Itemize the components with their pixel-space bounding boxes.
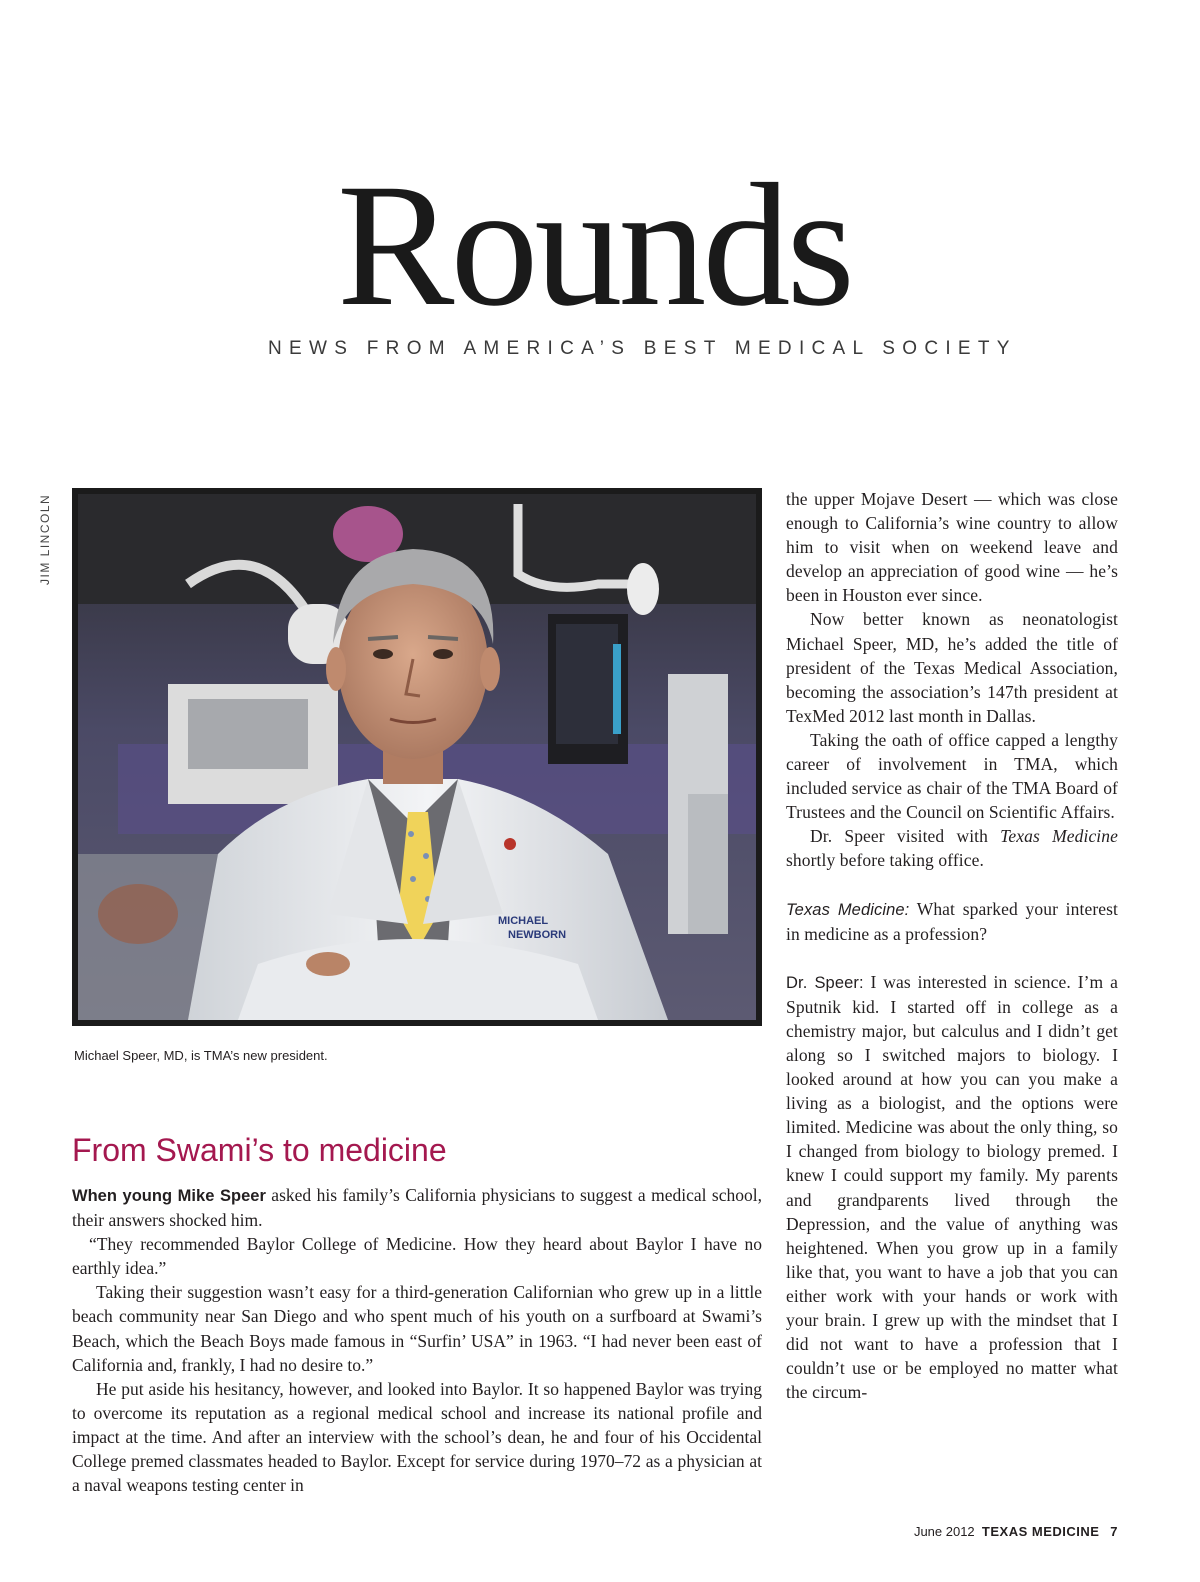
photo-caption: Michael Speer, MD, is TMA’s new president. — [74, 1048, 328, 1063]
article-paragraph: “They recommended Baylor College of Medicine. How they heard about Baylor I have no earthly idea.” — [72, 1234, 762, 1279]
interview-question — [786, 897, 1118, 946]
footer-date: June 2012 — [913, 1524, 975, 1539]
article-paragraph: Taking the oath of office capped a lengthy career of involvement in TMA, which included service as chair of the TMA Board of Trustees and the Council on Scientific Affairs. — [786, 729, 1118, 823]
article-headline: From Swami’s to medicine — [72, 1132, 447, 1168]
article-paragraph: He put aside his hesitancy, however, and looked into Baylor. It so happened Baylor was trying to overcome its reputation as a regional medical school and increase its national profile and impact at the time. And after an interview with the school’s dean, he and four of his Occidental College premed classmates headed to Baylor. Except for service during 1970–72 as a physician at a naval weapons testing center in — [72, 1378, 762, 1496]
coat-embroidery-2: NEWBORN — [508, 929, 567, 941]
answer-label: Dr. Speer: — [786, 973, 864, 992]
portrait-illustration — [78, 494, 756, 1020]
question-text: What sparked your interest in medicine as a profession? — [786, 898, 1118, 944]
answer-text: I was interested in science. I’m a Sputnik kid. I started off in college as a chemistry major, but calculus and I didn’t get along so I switched majors to biology. I looked around at how you can you make a living as a biologist, and the options were limited. Medicine was about the only thing, so I changed from biology to biology premed. I knew I could support my family. My parents and grandparents lived through the Depression, and the value of anything was heightened. When you grow up in a family like that, you want to have a job that you can either work with your hands or work with your brain. I grew up with the mindset that I did not want to have a profession that I couldn’t use or be employed no matter what the circum- — [786, 971, 1118, 1403]
footer-publication: TEXAS MEDICINE — [981, 1524, 1100, 1539]
portrait-photo — [72, 488, 762, 1026]
article-left-column — [72, 1183, 762, 1497]
article-paragraph: the upper Mojave Desert — which was close enough to California’s wine country to allow him to visit when on weekend leave and develop an appreciation of good wine — he’s been in Houston ever since. — [786, 489, 1118, 606]
interview-answer — [786, 970, 1118, 1405]
paragraph-text: asked his family’s California physicians to suggest a medical school, their answers shocked him. — [72, 1185, 762, 1231]
question-label: Texas Medicine: — [786, 900, 910, 919]
article-paragraph — [72, 1183, 762, 1232]
masthead-title: Rounds — [337, 148, 851, 343]
lead-in: When young Mike Speer — [72, 1187, 266, 1205]
paragraph-text: shortly before taking office. — [786, 850, 984, 871]
coat-embroidery: MICHAEL — [498, 915, 549, 927]
page-number: 7 — [1110, 1524, 1118, 1539]
article-right-column — [786, 487, 1118, 1404]
paragraph-text: Dr. Speer visited with — [810, 826, 1001, 847]
publication-name: Texas Medicine — [1000, 826, 1118, 847]
page-footer — [914, 1524, 1118, 1539]
masthead-tagline: NEWS FROM AMERICA’S BEST MEDICAL SOCIETY — [268, 338, 1017, 359]
article-paragraph — [786, 824, 1118, 872]
article-paragraph: Now better known as neonatologist Michael Speer, MD, he’s added the title of president of the Texas Medical Association, becoming the association’s 147th president at TexMed 2012 last month in Dallas. — [786, 609, 1118, 726]
article-paragraph: Taking their suggestion wasn’t easy for a third-generation Californian who grew up in a little beach community near San Diego and who spent much of his youth on a surfboard at Swami’s Beach, which the Beach Boys made famous in “Surfin’ USA” in 1963. “I had never been east of California and, frankly, I had no desire to.” — [72, 1282, 762, 1375]
photo-credit: JIM LINCOLN — [38, 493, 52, 585]
